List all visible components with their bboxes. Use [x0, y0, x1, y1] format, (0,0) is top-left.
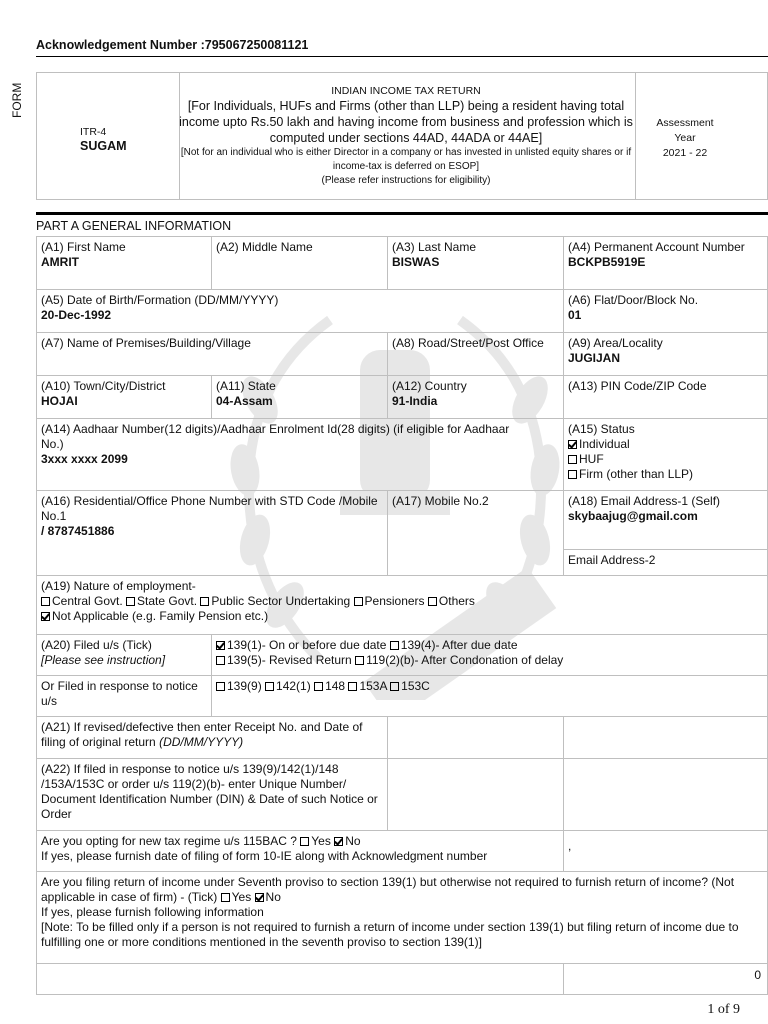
phone-cell: (A16) Residential/Office Phone Number with STD Code /Mobile No.1 / 8787451886: [36, 490, 388, 576]
emp-pensioners: Pensioners: [364, 594, 425, 608]
country-cell: (A12) Country 91-India: [387, 375, 564, 419]
country-value: 91-India: [392, 394, 438, 408]
checkbox-icon[interactable]: [314, 682, 323, 691]
emp-state-govt: State Govt.: [137, 594, 198, 608]
form-code: ITR-4 SUGAM: [80, 126, 127, 153]
page-number: 1 of 9: [707, 1002, 740, 1017]
town-cell: (A10) Town/City/District HOJAI: [36, 375, 212, 419]
acknowledgement-number: Acknowledgement Number :795067250081121: [36, 38, 309, 52]
checkbox-icon[interactable]: [354, 597, 363, 606]
employment-cell: (A19) Nature of employment- Central Govt. State Govt. Public Sector Undertaking Pensioners Others Not Applicable (e.g. Family Pension etc.): [36, 575, 768, 635]
status-firm[interactable]: Firm (other than LLP): [568, 467, 763, 482]
form-word: FORM: [10, 82, 24, 118]
seventh-detail-value: 0: [563, 963, 768, 995]
email1-cell: (A18) Email Address-1 (Self) skybaajug@gmail.com: [563, 490, 768, 550]
checkbox-icon[interactable]: [300, 837, 309, 846]
a22-date: [563, 758, 768, 831]
email1-value: skybaajug@gmail.com: [568, 509, 698, 523]
a21-cell: (A21) If revised/defective then enter Receipt No. and Date of filing of original return (DD/MM/YYYY): [36, 716, 388, 759]
pan-cell: (A4) Permanent Account Number BCKPB5919E: [563, 236, 768, 290]
new-regime-value: ,: [563, 830, 768, 872]
emp-others: Others: [438, 594, 475, 608]
road-cell: (A8) Road/Street/Post Office: [387, 332, 564, 376]
town-value: HOJAI: [41, 394, 78, 408]
state-value: 04-Assam: [216, 394, 273, 408]
form-title: INDIAN INCOME TAX RETURN [For Individuals, HUFs and Firms (other than LLP) being a resident having total income upto Rs.50 lakh and having income from business and profession which is computed under sections 44AD, 44ADA or 44AE] [Not for an individual who is either Director in a company or has invested in unlisted equity shares or if income-tax is deferred on ESOP] (Please refer instructions for eligibility): [179, 85, 633, 186]
first-name-cell: (A1) First Name AMRIT: [36, 236, 212, 290]
filed-us-cell: (A20) Filed u/s (Tick) [Please see instruction]: [36, 634, 212, 676]
part-title: PART A GENERAL INFORMATION: [36, 219, 232, 233]
checkbox-icon[interactable]: [200, 597, 209, 606]
checkbox-icon[interactable]: [348, 682, 357, 691]
checkbox-icon[interactable]: [355, 656, 364, 665]
checkbox-checked-icon[interactable]: [216, 641, 225, 650]
pin-cell: (A13) PIN Code/ZIP Code: [563, 375, 768, 419]
status-individual[interactable]: Individual: [568, 437, 763, 452]
area-cell: (A9) Area/Locality JUGIJAN: [563, 332, 768, 376]
premises-cell: (A7) Name of Premises/Building/Village: [36, 332, 388, 376]
checkbox-icon[interactable]: [265, 682, 274, 691]
checkbox-icon[interactable]: [41, 597, 50, 606]
divider: [36, 56, 768, 57]
checkbox-icon[interactable]: [568, 470, 577, 479]
dob-cell: (A5) Date of Birth/Formation (DD/MM/YYYY) 20-Dec-1992: [36, 289, 564, 333]
last-name-value: BISWAS: [392, 255, 440, 269]
status-cell: (A15) Status Individual HUF Firm (other than LLP): [563, 418, 768, 491]
a21-date: [563, 716, 768, 759]
pan-value: BCKPB5919E: [568, 255, 646, 269]
checkbox-icon[interactable]: [216, 682, 225, 691]
seventh-detail-cell: [36, 963, 564, 995]
email2-cell: Email Address-2: [563, 549, 768, 576]
a22-number: [387, 758, 564, 831]
checkbox-icon[interactable]: [216, 656, 225, 665]
checkbox-icon[interactable]: [568, 455, 577, 464]
last-name-cell: (A3) Last Name BISWAS: [387, 236, 564, 290]
a22-cell: (A22) If filed in response to notice u/s 139(9)/142(1)/148 /153A/153C or order u/s 119(2)(b)- enter Unique Number/ Document Identification Number (DIN) & Date of such Notice or Order: [36, 758, 388, 831]
emp-psu: Public Sector Undertaking: [211, 594, 351, 608]
middle-name-cell: (A2) Middle Name: [211, 236, 388, 290]
state-cell: (A11) State 04-Assam: [211, 375, 388, 419]
aadhaar-cell: (A14) Aadhaar Number(12 digits)/Aadhaar Enrolment Id(28 digits) (if eligible for Aadhaar No.) 3xxx xxxx 2099: [36, 418, 564, 491]
first-name-value: AMRIT: [41, 255, 79, 269]
checkbox-checked-icon[interactable]: [334, 837, 343, 846]
area-value: JUGIJAN: [568, 351, 621, 365]
notice-options: 139(9) 142(1) 148 153A 153C: [211, 675, 768, 717]
checkbox-icon[interactable]: [428, 597, 437, 606]
phone-value: / 8787451886: [41, 524, 115, 538]
emp-not-applicable: Not Applicable (e.g. Family Pension etc.): [52, 609, 269, 623]
checkbox-checked-icon[interactable]: [568, 440, 577, 449]
status-huf[interactable]: HUF: [568, 452, 763, 467]
dob-value: 20-Dec-1992: [41, 308, 112, 322]
checkbox-icon[interactable]: [390, 641, 399, 650]
checkbox-icon[interactable]: [390, 682, 399, 691]
aadhaar-value: 3xxx xxxx 2099: [41, 452, 128, 466]
flat-no-cell: (A6) Flat/Door/Block No. 01: [563, 289, 768, 333]
checkbox-icon[interactable]: [126, 597, 135, 606]
checkbox-icon[interactable]: [221, 893, 230, 902]
section-divider: [36, 212, 768, 215]
new-regime-cell: Are you opting for new tax regime u/s 115BAC ? Yes No If yes, please furnish date of filing of form 10-IE along with Acknowledgment number: [36, 830, 564, 872]
checkbox-checked-icon[interactable]: [41, 612, 50, 621]
filed-us-options: 139(1)- On or before due date 139(4)- After due date 139(5)- Revised Return 119(2)(b)- After Condonation of delay: [211, 634, 768, 676]
checkbox-checked-icon[interactable]: [255, 893, 264, 902]
assessment-year: Assessment Year 2021 - 22: [656, 117, 714, 159]
seventh-proviso-cell: Are you filing return of income under Seventh proviso to section 139(1) but otherwise not required to furnish return of income? (Not applicable in case of firm) - (Tick) Yes No If yes, please furnish following information [Note: To be filled only if a person is not required to furnish a return of income under section 139(1) but filing return of income due to fulfilling one or more conditions mentioned in the seventh proviso to section 139(1)]: [36, 871, 768, 964]
notice-cell: Or Filed in response to notice u/s: [36, 675, 212, 717]
mobile2-cell: (A17) Mobile No.2: [387, 490, 564, 576]
a21-receipt: [387, 716, 564, 759]
emp-central-govt: Central Govt.: [52, 594, 123, 608]
flat-no-value: 01: [568, 308, 582, 322]
